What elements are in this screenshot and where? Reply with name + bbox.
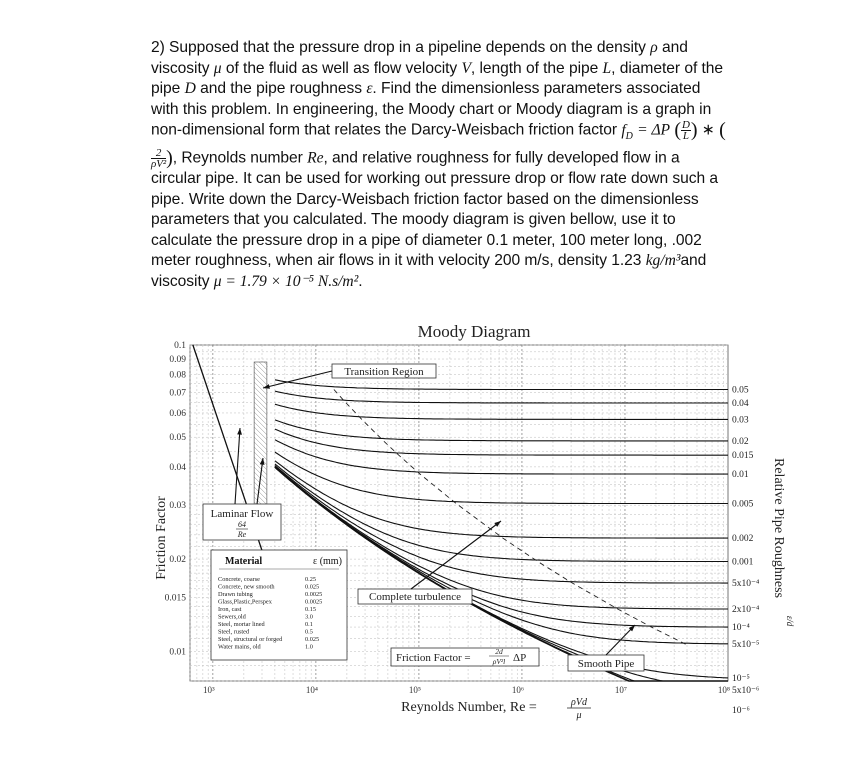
material-row-name: Water mains, old: [218, 643, 261, 651]
q-fD-sub: D: [625, 131, 633, 143]
x-tick-label: 10⁸: [717, 685, 731, 695]
material-row-name: Sewers,old: [218, 613, 246, 621]
y-tick-label: 0.05: [169, 433, 186, 444]
material-row-name: Concrete, coarse: [218, 576, 260, 583]
roughness-label: 10⁻⁶: [732, 706, 750, 717]
material-row-name: Concrete, new smooth: [218, 583, 275, 591]
material-row-name: Steel, structural or forged: [218, 636, 283, 643]
q-s10: , and relative roughness for fully developed flow in a circular pipe. It can be used for working out pressure drop or flow rate down such a pipe. Write down the Darcy-Weisbach friction factor based on the dimensionless parameters that you calculated. The moody diagram is given bellow, use it to calculate the pressure drop in a pipe of diameter 0.1 meter, 100 meter long, .002 meter roughness, when air flows in it with velocity 200 m/s, density 1.23: [151, 149, 718, 270]
material-row-eps: 0.5: [305, 628, 313, 636]
q-V: V: [461, 59, 471, 77]
y-tick-label: 0.1: [174, 341, 186, 351]
material-row-name: Drawn tubing: [218, 591, 253, 598]
q-dens-unit: kg/m³: [645, 252, 681, 270]
transition-hatch: [254, 318, 267, 325]
y-axis-label: Friction Factor: [154, 496, 169, 580]
q-paren-close-2: ): [166, 146, 173, 169]
roughness-label: 2x10⁻⁴: [732, 605, 760, 616]
material-row-name: Steel, mortar lined: [218, 621, 265, 628]
q-paren-open-2: (: [719, 119, 726, 142]
material-row-eps: 0.0025: [305, 591, 323, 598]
material-row-eps: 0.025: [305, 636, 320, 643]
y-tick-label: 0.02: [169, 555, 186, 566]
transition-hatch: [254, 318, 267, 330]
y-tick-label: 0.03: [169, 501, 186, 512]
question-text: [151, 38, 731, 292]
roughness-label: 0.005: [732, 499, 754, 510]
transition-hatch: [254, 318, 267, 320]
laminar-den: Re: [237, 530, 247, 539]
y2-axis-label: Relative Pipe Roughness: [771, 458, 786, 598]
material-row-name: Steel, rusted: [218, 628, 250, 636]
eps-col-header: ε (mm): [313, 556, 342, 567]
q-s8: . Find the dimensionless parameters associated with this problem. In engineering, the Moody chart or Moody diagram is a graph in non-dimensional form that relates the Darcy-Weisbach friction factor: [151, 80, 712, 139]
q-s3: of the fluid as well as flow velocity: [225, 59, 458, 77]
q-fD: [621, 122, 633, 143]
q-s4: , length of the pipe: [470, 59, 599, 77]
laminar-num: 64: [238, 520, 246, 529]
material-row-eps: 0.25: [305, 576, 317, 583]
q-s12: .: [358, 272, 363, 290]
x-tick-label: 10⁷: [614, 685, 628, 695]
material-row-eps: 3.0: [305, 613, 313, 621]
transition-region-label: Transition Region: [344, 366, 424, 378]
q-frac-2-over-rhov2: [151, 148, 166, 169]
laminar-flow-label: Laminar Flow: [210, 508, 274, 520]
moody-diagram-svg: [145, 318, 825, 728]
material-row-eps: 1.0: [305, 643, 313, 651]
roughness-label: 0.001: [732, 557, 754, 568]
smooth-pipe-label: Smooth Pipe: [577, 658, 635, 670]
x-tick-label: 10⁴: [305, 685, 318, 695]
q-s5: ,: [611, 59, 616, 77]
transition-hatch: [254, 322, 267, 335]
q-f1n: D: [681, 119, 690, 132]
roughness-label: 0.02: [732, 436, 749, 447]
q-L: L: [602, 59, 612, 77]
material-row-name: Glass,Plastic,Perspex: [218, 598, 272, 606]
complete-turbulence-label: Complete turbulence: [369, 591, 461, 603]
q-paren-close-1: ): [690, 119, 698, 142]
roughness-label: 0.03: [732, 415, 749, 426]
roughness-label: 0.05: [732, 385, 749, 396]
y-tick-label: 0.015: [164, 593, 186, 604]
y2-axis-symbol: ε/d: [785, 615, 795, 627]
y-tick-label: 0.01: [169, 647, 186, 658]
q-s6: diameter of the pipe: [151, 59, 724, 98]
roughness-label: 10⁻⁵: [732, 673, 750, 684]
x-tick-label: 10⁶: [511, 685, 525, 695]
q-s9: , Reynolds number: [172, 149, 303, 167]
q-mu: μ: [213, 59, 222, 77]
q-rho: ρ: [650, 39, 658, 56]
material-row-eps: 0.0025: [305, 598, 323, 606]
q-D: D: [184, 80, 196, 98]
x-axis-label: Reynolds Number, Re =: [401, 700, 537, 715]
question-paragraph: [151, 38, 731, 292]
y-tick-label: 0.04: [169, 462, 186, 473]
roughness-label: 5x10⁻⁵: [732, 639, 760, 650]
q-eps: ε: [366, 80, 373, 98]
friction-formula-den: ρV²l: [492, 657, 506, 666]
roughness-label: 10⁻⁴: [732, 623, 750, 634]
moody-diagram: [145, 318, 825, 733]
chart-title: Moody Diagram: [417, 322, 531, 341]
transition-hatch: [254, 332, 267, 345]
roughness-label: 0.015: [732, 451, 754, 462]
roughness-label: 0.002: [732, 534, 754, 545]
q-frac-d-over-l: [681, 120, 691, 141]
friction-formula-prefix: Friction Factor =: [396, 652, 471, 664]
q-s2: and viscosity: [151, 39, 688, 77]
roughness-label: 5x10⁻⁶: [732, 686, 760, 697]
q-s7: and the pipe roughness: [200, 80, 363, 98]
q-Re: Re: [307, 149, 324, 167]
y-tick-label: 0.08: [169, 370, 186, 381]
q-star: ∗: [701, 122, 715, 139]
x-axis-formula-den: μ: [576, 710, 582, 721]
y-tick-label: 0.09: [169, 355, 186, 366]
q-s1: 2) Supposed that the pressure drop in a pipeline depends on the density: [151, 39, 646, 56]
roughness-label: 0.04: [732, 398, 749, 409]
roughness-label: 5x10⁻⁴: [732, 579, 760, 590]
q-f1d: L: [682, 130, 689, 143]
x-axis-formula-num: ρVd: [571, 697, 587, 708]
x-tick-label: 10⁵: [408, 685, 421, 695]
roughness-label: 0.01: [732, 470, 749, 481]
q-paren-open-1: (: [674, 119, 681, 142]
friction-formula-num: 2d: [495, 647, 503, 656]
material-row-eps: 0.1: [305, 621, 313, 628]
transition-hatch: [254, 327, 267, 340]
x-tick-label: 10³: [203, 685, 215, 695]
material-row-eps: 0.025: [305, 583, 320, 591]
q-fD-f: f: [621, 122, 626, 139]
material-col-header: Material: [225, 556, 263, 567]
q-visc: μ = 1.79 × 10⁻⁵ N.s/m²: [213, 272, 359, 290]
q-s11: and viscosity: [151, 252, 707, 290]
q-f2d: ρV²: [151, 157, 167, 170]
friction-formula-suffix: ΔP: [513, 652, 527, 664]
material-row-name: Iron, cast: [218, 606, 242, 613]
material-row-eps: 0.15: [305, 606, 317, 613]
y-tick-label: 0.06: [169, 408, 186, 419]
q-eq: = ΔP: [637, 122, 671, 139]
q-f2n: 2: [151, 148, 166, 159]
y-tick-label: 0.07: [169, 388, 186, 399]
